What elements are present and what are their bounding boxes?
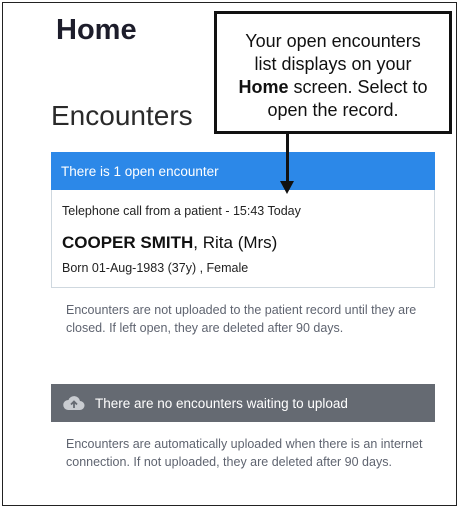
encounter-list-item[interactable] [51, 190, 435, 288]
encounter-type: Telephone call from a patient [62, 204, 222, 218]
callout-line-3-rest: screen. Select to [288, 77, 428, 97]
callout-arrow-line [286, 134, 289, 182]
encounters-heading: Encounters [51, 100, 193, 131]
patient-details: Born 01-Aug-1983 (37y) , Female [62, 261, 249, 275]
page-title: Home [56, 14, 137, 46]
encounter-type-line [62, 204, 301, 218]
callout-line-1: Your open encounters [245, 31, 421, 51]
callout-line-3 [217, 76, 449, 99]
callout-line-2: list displays on your [254, 54, 412, 74]
open-encounters-header: There is 1 open encounter [51, 152, 435, 190]
patient-surname: COOPER SMITH [62, 233, 194, 252]
encounter-day: Today [267, 204, 301, 218]
callout-home-bold: Home [238, 77, 289, 97]
upload-note: Encounters are automatically uploaded when there is an internet connection. If not uploaded, they are deleted after 90 days. [66, 437, 423, 469]
upload-status-header [51, 384, 435, 422]
open-encounters-note: Encounters are not uploaded to the patient record until they are closed. If left open, they are deleted after 90 days. [66, 303, 417, 335]
encounter-time: 15:43 [232, 204, 265, 218]
cloud-upload-icon [63, 394, 85, 412]
patient-given-name: , Rita (Mrs) [193, 233, 278, 252]
instruction-callout [214, 11, 452, 134]
callout-arrow-head [280, 181, 294, 194]
patient-name [62, 233, 277, 253]
encounter-separator: - [225, 204, 230, 218]
callout-line-4: open the record. [267, 100, 399, 120]
upload-status-text: There are no encounters waiting to upload [95, 396, 348, 411]
